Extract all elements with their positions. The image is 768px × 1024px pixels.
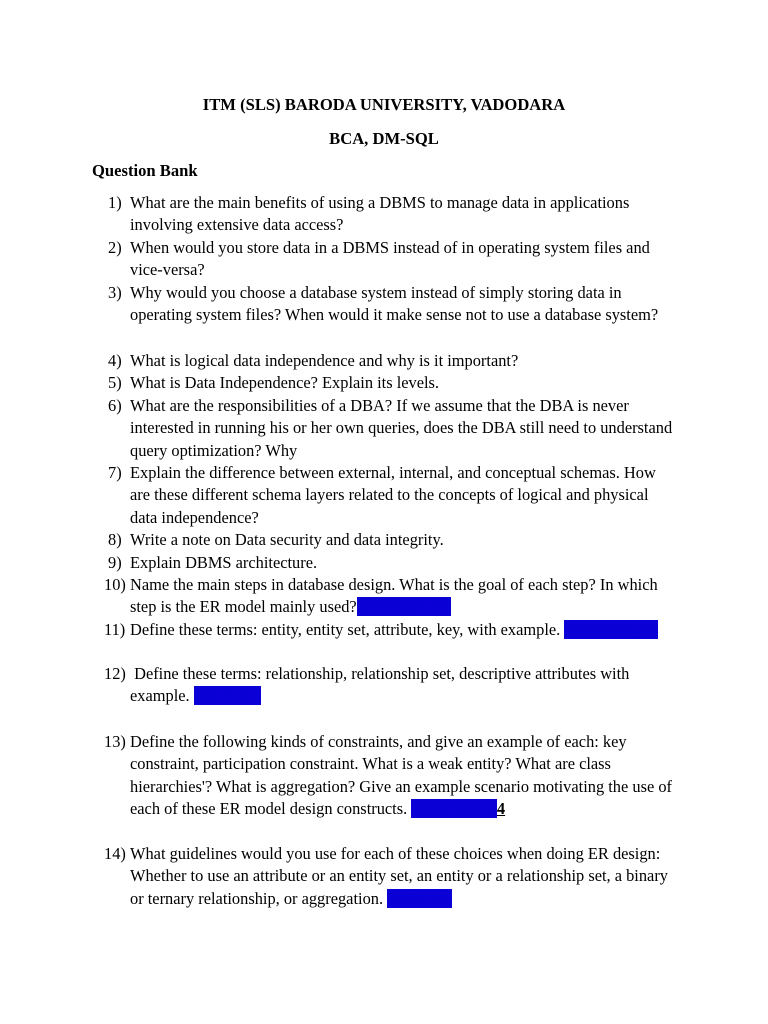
question-body bbox=[104, 663, 682, 708]
question-number: 4) bbox=[108, 351, 122, 370]
university-heading: ITM (SLS) BARODA UNIVERSITY, VADODARA bbox=[202, 95, 566, 114]
question-number: 12) bbox=[104, 664, 126, 683]
question-number: 8) bbox=[108, 530, 122, 549]
question-text: Explain the difference between external, internal, and conceptual schemas. How are these different schema layers related to the concepts of logical and physical data independence? bbox=[130, 463, 656, 527]
question-text: Why would you choose a database system instead of simply storing data in operating system files? When would it make sense not to use a database system? bbox=[130, 283, 659, 325]
question-text: What are the responsibilities of a DBA? If we assume that the DBA is never interested in running his or her own queries, does the DBA still need to understand query optimization? Why bbox=[130, 396, 673, 460]
question-item bbox=[108, 192, 678, 237]
question-item bbox=[104, 619, 682, 641]
question-text: What is Data Independence? Explain its levels. bbox=[130, 373, 440, 392]
question-item bbox=[108, 372, 678, 394]
question-item bbox=[104, 574, 682, 619]
question-text: What is logical data independence and why is it important? bbox=[130, 351, 519, 370]
question-text: Define these terms: relationship, relationship set, descriptive attributes with example. bbox=[130, 664, 630, 706]
question-item bbox=[108, 529, 678, 551]
question-item bbox=[108, 395, 678, 462]
question-item bbox=[108, 350, 678, 372]
question-text: Define these terms: entity, entity set, attribute, key, with example. bbox=[130, 620, 561, 639]
section-reference-suffix: 4 bbox=[496, 799, 506, 819]
question-text: Explain DBMS architecture. bbox=[130, 553, 318, 572]
question-item bbox=[108, 462, 678, 529]
question-body bbox=[104, 843, 685, 910]
question-number: 11) bbox=[104, 620, 126, 639]
section-reference-highlight: SECTION 2.2 bbox=[564, 620, 659, 639]
question-number: 3) bbox=[108, 283, 122, 302]
question-number: 10) bbox=[104, 575, 126, 594]
question-number: 9) bbox=[108, 553, 122, 572]
question-item bbox=[108, 237, 678, 282]
section-title: Question Bank bbox=[92, 161, 198, 180]
question-number: 5) bbox=[108, 373, 122, 392]
question-text: Write a note on Data security and data integrity. bbox=[130, 530, 444, 549]
question-text: When would you store data in a DBMS instead of in operating system files and vice-versa? bbox=[130, 238, 650, 280]
question-text: Name the main steps in database design. What is the goal of each step? In which step is the ER model mainly used? bbox=[130, 575, 658, 617]
question-text: What are the main benefits of using a DBMS to manage data in applications involving extensive data access? bbox=[130, 193, 630, 235]
question-item bbox=[104, 843, 685, 910]
question-body bbox=[104, 619, 682, 641]
question-number: 13) bbox=[104, 732, 126, 751]
question-number: 6) bbox=[108, 396, 122, 415]
question-number: 14) bbox=[104, 844, 126, 863]
question-body bbox=[104, 574, 682, 619]
question-item bbox=[104, 731, 682, 821]
question-item bbox=[108, 282, 678, 327]
question-body bbox=[104, 731, 682, 821]
section-reference-highlight: SECTION 2.1 bbox=[356, 597, 451, 617]
question-number: 7) bbox=[108, 463, 122, 482]
course-heading: BCA, DM-SQL bbox=[329, 129, 439, 148]
section-reference-highlight: SECT. 2.3 bbox=[193, 686, 262, 706]
question-item bbox=[108, 552, 678, 574]
question-item bbox=[104, 663, 682, 708]
section-reference-highlight: SECTION 2. bbox=[411, 799, 497, 819]
question-text: What guidelines would you use for each of these choices when doing ER design: Whether to use an attribute or an entity set, an entity or a relationship set, a binary or ternary relationship, or aggregation. bbox=[130, 844, 685, 908]
question-number: 1) bbox=[108, 193, 122, 212]
question-text: Define the following kinds of constraints, and give an example of each: key constraint, participation constraint. What is a weak entity? What are class hierarchies'? What is aggregation? Give an example scenario motivating the use of each of these ER model design constructs. bbox=[130, 732, 672, 819]
section-reference-highlight: SECT 2.5 bbox=[387, 888, 452, 908]
question-number: 2) bbox=[108, 238, 122, 257]
